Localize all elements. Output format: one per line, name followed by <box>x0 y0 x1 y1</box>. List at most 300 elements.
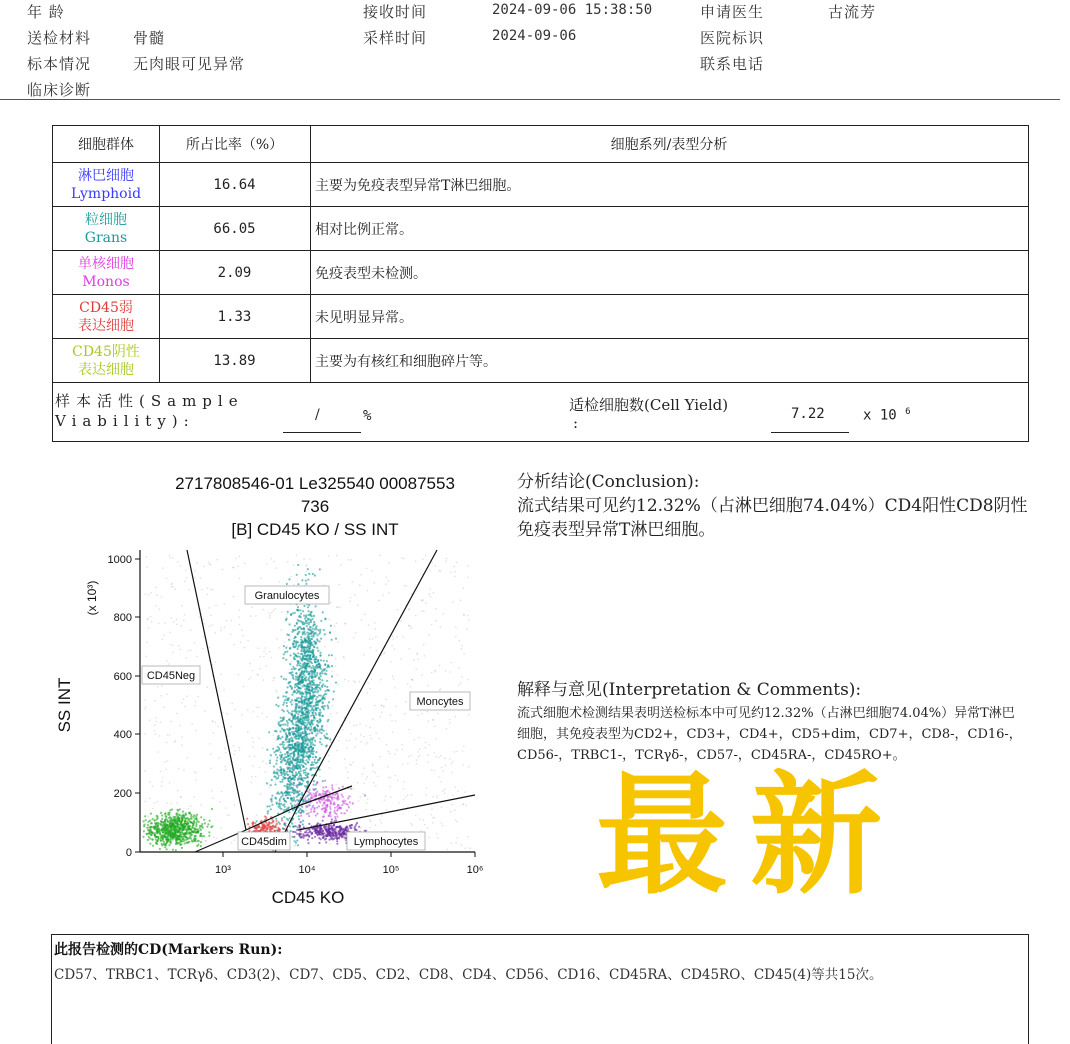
scatter-point <box>293 797 295 799</box>
scatter-point <box>249 756 251 758</box>
scatter-point <box>360 574 362 576</box>
scatter-point <box>331 818 333 820</box>
scatter-point <box>332 705 334 707</box>
scatter-point <box>322 808 324 810</box>
scatter-point <box>313 719 315 721</box>
scatter-point <box>311 797 313 799</box>
scatter-point <box>251 606 253 608</box>
scatter-point <box>308 643 310 645</box>
scatter-point <box>342 796 344 798</box>
scatter-point <box>316 791 318 793</box>
scatter-point <box>325 841 327 843</box>
scatter-point <box>336 806 338 808</box>
scatter-point <box>307 773 309 775</box>
scatter-point <box>168 814 170 816</box>
scatter-point <box>230 634 232 636</box>
scatter-point <box>373 782 375 784</box>
group-name-cn: CD45阴性 <box>72 343 140 360</box>
scatter-point <box>319 713 321 715</box>
scatter-point <box>201 823 203 825</box>
scatter-point <box>180 843 182 845</box>
scatter-point <box>321 743 323 745</box>
scatter-point <box>352 802 354 804</box>
analysis-text: 主要为有核红和细胞碎片等。 <box>315 353 497 370</box>
scatter-point <box>155 717 157 719</box>
scatter-point <box>161 781 163 783</box>
scatter-point <box>272 820 274 822</box>
scatter-point <box>291 694 293 696</box>
scatter-point <box>296 756 298 758</box>
scatter-point <box>375 785 377 787</box>
scatter-point <box>407 763 409 765</box>
scatter-point <box>316 703 318 705</box>
scatter-point <box>313 750 315 752</box>
scatter-point <box>385 809 387 811</box>
scatter-point <box>302 685 304 687</box>
scatter-point <box>301 723 303 725</box>
scatter-point <box>312 788 314 790</box>
scatter-point <box>465 848 467 850</box>
scatter-point <box>309 729 311 731</box>
scatter-point <box>292 774 294 776</box>
scatter-point <box>166 742 168 744</box>
scatter-point <box>299 656 301 658</box>
scatter-point <box>213 836 215 838</box>
scatter-point <box>240 642 242 644</box>
scatter-point <box>328 555 330 557</box>
scatter-point <box>310 621 312 623</box>
scatter-point <box>179 836 181 838</box>
scatter-point <box>417 653 419 655</box>
scatter-point <box>342 832 344 834</box>
scatter-point <box>436 797 438 799</box>
scatter-point <box>300 636 302 638</box>
scatter-point <box>442 825 444 827</box>
scatter-point <box>149 843 151 845</box>
scatter-point <box>354 681 356 683</box>
scatter-point <box>296 840 298 842</box>
y-tick-label: 200 <box>113 788 132 800</box>
scatter-point <box>322 820 324 822</box>
scatter-point <box>266 665 268 667</box>
scatter-point <box>302 745 304 747</box>
scatter-point <box>349 722 351 724</box>
scatter-point <box>291 699 293 701</box>
y-multiplier: (x 10³) <box>85 580 99 616</box>
scatter-point <box>163 827 165 829</box>
scatter-point <box>417 658 419 660</box>
scatter-point <box>302 736 304 738</box>
scatter-point <box>423 610 425 612</box>
scatter-point <box>186 657 188 659</box>
scatter-point <box>294 625 296 627</box>
scatter-point <box>281 611 283 613</box>
scatter-point <box>155 838 157 840</box>
scatter-point <box>173 836 175 838</box>
scatter-point <box>449 719 451 721</box>
scatter-point <box>149 781 151 783</box>
scatter-point <box>395 754 397 756</box>
scatter-point <box>285 791 287 793</box>
scatter-point <box>161 814 163 816</box>
scatter-point <box>347 797 349 799</box>
scatter-point <box>148 594 150 596</box>
scatter-point <box>331 665 333 667</box>
scatter-point <box>282 724 284 726</box>
scatter-point <box>220 630 222 632</box>
scatter-point <box>435 738 437 740</box>
scatter-point <box>302 681 304 683</box>
scatter-point <box>312 681 314 683</box>
scatter-point <box>216 559 218 561</box>
scatter-point <box>297 772 299 774</box>
scatter-point <box>330 741 332 743</box>
scatter-point <box>175 835 177 837</box>
scatter-point <box>215 661 217 663</box>
scatter-point <box>280 791 282 793</box>
scatter-point <box>305 655 307 657</box>
scatter-point <box>295 842 297 844</box>
scatter-point <box>296 735 298 737</box>
scatter-point <box>292 676 294 678</box>
scatter-point <box>289 648 291 650</box>
scatter-point <box>272 748 274 750</box>
scatter-point <box>418 756 420 758</box>
scatter-point <box>334 831 336 833</box>
scatter-point <box>405 796 407 798</box>
scatter-point <box>242 635 244 637</box>
scatter-point <box>285 742 287 744</box>
scatter-point <box>181 823 183 825</box>
scatter-point <box>289 623 291 625</box>
scatter-point <box>367 742 369 744</box>
scatter-point <box>295 678 297 680</box>
scatter-point <box>408 729 410 731</box>
scatter-point <box>165 836 167 838</box>
scatter-point <box>296 743 298 745</box>
scatter-point <box>314 642 316 644</box>
scatter-point <box>333 824 335 826</box>
doctor-value: 古流芳 <box>828 3 877 21</box>
scatter-point <box>334 835 336 837</box>
scatter-point <box>359 796 361 798</box>
scatter-point <box>345 767 347 769</box>
scatter-point <box>434 565 436 567</box>
scatter-point <box>305 772 307 774</box>
scatter-point <box>316 761 318 763</box>
scatter-point <box>149 837 151 839</box>
scatter-point <box>182 811 184 813</box>
scatter-point <box>276 638 278 640</box>
scatter-point <box>276 691 278 693</box>
analysis-text: 未见明显异常。 <box>315 309 413 326</box>
scatter-point <box>403 558 405 560</box>
scatter-point <box>372 638 374 640</box>
scatter-point <box>275 704 277 706</box>
scatter-point <box>252 821 254 823</box>
scatter-point <box>291 668 293 670</box>
scatter-point <box>164 622 166 624</box>
scatter-point <box>313 811 315 813</box>
scatter-point <box>191 723 193 725</box>
scatter-point <box>306 813 308 815</box>
scatter-point <box>302 716 304 718</box>
scatter-point <box>319 731 321 733</box>
scatter-point <box>177 561 179 563</box>
scatter-point <box>296 664 298 666</box>
scatter-point <box>291 768 293 770</box>
scatter-point <box>284 806 286 808</box>
scatter-point <box>298 631 300 633</box>
scatter-point <box>294 800 296 802</box>
scatter-point <box>302 738 304 740</box>
scatter-point <box>202 827 204 829</box>
scatter-point <box>150 592 152 594</box>
scatter-point <box>327 707 329 709</box>
scatter-point <box>315 656 317 658</box>
scatter-point <box>308 688 310 690</box>
scatter-point <box>413 659 415 661</box>
scatter-point <box>318 694 320 696</box>
scatter-point <box>267 810 269 812</box>
scatter-point <box>336 623 338 625</box>
scatter-point <box>304 646 306 648</box>
scatter-point <box>307 842 309 844</box>
scatter-point <box>355 632 357 634</box>
scatter-point <box>220 827 222 829</box>
scatter-point <box>454 576 456 578</box>
scatter-point <box>324 780 326 782</box>
scatter-point <box>283 803 285 805</box>
scatter-point <box>169 809 171 811</box>
scatter-point <box>284 699 286 701</box>
scatter-point <box>312 712 314 714</box>
scatter-point <box>146 642 148 644</box>
scatter-point <box>145 819 147 821</box>
scatter-point <box>189 828 191 830</box>
scatter-point <box>166 848 168 850</box>
scatter-point <box>269 787 271 789</box>
scatter-point <box>300 764 302 766</box>
markers-text: CD57、TRBC1、TCRγδ、CD3(2)、CD7、CD5、CD2、CD8、CD4、CD56、CD16、CD45RA、CD45RO、CD45(4)等共15次。 <box>54 967 883 983</box>
scatter-point <box>277 830 279 832</box>
scatter-point <box>178 768 180 770</box>
scatter-point <box>203 636 205 638</box>
scatter-point <box>396 636 398 638</box>
scatter-point <box>311 674 313 676</box>
scatter-point <box>169 812 171 814</box>
scatter-point <box>440 755 442 757</box>
scatter-point <box>272 680 274 682</box>
scatter-point <box>284 785 286 787</box>
scatter-point <box>294 831 296 833</box>
scatter-point <box>464 791 466 793</box>
scatter-point <box>297 564 299 566</box>
scatter-point <box>323 629 325 631</box>
scatter-point <box>335 638 337 640</box>
scatter-point <box>271 800 273 802</box>
scatter-point <box>301 658 303 660</box>
scatter-point <box>281 743 283 745</box>
scatter-point <box>144 815 146 817</box>
scatter-point <box>294 629 296 631</box>
scatter-point <box>397 780 399 782</box>
scatter-point <box>309 626 311 628</box>
scatter-point <box>193 821 195 823</box>
scatter-point <box>310 638 312 640</box>
scatter-point <box>415 560 417 562</box>
scatter-point <box>220 627 222 629</box>
scatter-point <box>302 810 304 812</box>
scatter-point <box>404 713 406 715</box>
scatter-point <box>208 831 210 833</box>
scatter-point <box>336 840 338 842</box>
scatter-point <box>169 555 171 557</box>
scatter-point <box>239 609 241 611</box>
scatter-point <box>290 802 292 804</box>
scatter-point <box>312 767 314 769</box>
scatter-point <box>324 618 326 620</box>
scatter-point <box>146 827 148 829</box>
scatter-point <box>397 609 399 611</box>
scatter-point <box>168 663 170 665</box>
scatter-point <box>295 748 297 750</box>
scatter-point <box>161 596 163 598</box>
scatter-point <box>442 770 444 772</box>
scatter-point <box>456 751 458 753</box>
scatter-point <box>203 619 205 621</box>
scatter-point <box>303 670 305 672</box>
scatter-point <box>260 668 262 670</box>
scatter-point <box>195 570 197 572</box>
scatter-point <box>431 769 433 771</box>
scatter-point <box>433 752 435 754</box>
scatter-point <box>349 827 351 829</box>
scatter-point <box>259 767 261 769</box>
scatter-point <box>180 649 182 651</box>
scatter-point <box>331 787 333 789</box>
scatter-point <box>440 626 442 628</box>
scatter-point <box>158 623 160 625</box>
group-name-en: 表达细胞 <box>78 317 134 334</box>
scatter-point <box>315 828 317 830</box>
scatter-point <box>297 606 299 608</box>
scatter-point <box>296 829 298 831</box>
scatter-point <box>298 748 300 750</box>
scatter-point <box>428 744 430 746</box>
scatter-point <box>375 824 377 826</box>
scatter-point <box>308 657 310 659</box>
scatter-point <box>366 568 368 570</box>
scatter-point <box>337 684 339 686</box>
scatter-point <box>170 644 172 646</box>
scatter-point <box>302 666 304 668</box>
scatter-point <box>343 798 345 800</box>
scatter-point <box>326 730 328 732</box>
scatter-point <box>347 777 349 779</box>
scatter-point <box>336 843 338 845</box>
scatter-point <box>167 734 169 736</box>
scatter-point <box>338 740 340 742</box>
scatter-point <box>271 798 273 800</box>
scatter-point <box>282 719 284 721</box>
scatter-point <box>329 767 331 769</box>
scatter-point <box>161 818 163 820</box>
scatter-point <box>298 719 300 721</box>
scatter-point <box>171 617 173 619</box>
scatter-point <box>316 802 318 804</box>
scatter-point <box>211 808 213 810</box>
scatter-point <box>355 738 357 740</box>
scatter-point <box>309 629 311 631</box>
scatter-point <box>306 667 308 669</box>
scatter-point <box>334 625 336 627</box>
scatter-point <box>305 759 307 761</box>
scatter-point <box>368 624 370 626</box>
scatter-point <box>309 789 311 791</box>
scatter-point <box>360 734 362 736</box>
scatter-point <box>388 777 390 779</box>
conclusion-text: 流式结果可见约12.32%（占淋巴细胞74.04%）CD4阳性CD8阴性免疫表型异常T淋巴细胞。 <box>517 496 1028 540</box>
scatter-point <box>188 589 190 591</box>
scatter-point <box>190 806 192 808</box>
scatter-point <box>312 756 314 758</box>
collect-time-value: 2024-09-06 <box>492 28 577 44</box>
scatter-point <box>296 672 298 674</box>
scatter-point <box>333 690 335 692</box>
scatter-point <box>347 771 349 773</box>
scatter-point <box>288 806 290 808</box>
scatter-point <box>301 644 303 646</box>
scatter-point <box>239 749 241 751</box>
scatter-point <box>261 578 263 580</box>
scatter-point <box>305 711 307 713</box>
scatter-point <box>289 764 291 766</box>
scatter-point <box>252 765 254 767</box>
scatter-point <box>285 691 287 693</box>
scatter-point <box>304 810 306 812</box>
scatter-point <box>306 692 308 694</box>
scatter-point <box>185 570 187 572</box>
y-ticks <box>108 554 140 859</box>
scatter-point <box>302 702 304 704</box>
scatter-point <box>298 682 300 684</box>
scatter-point <box>283 702 285 704</box>
scatter-point <box>187 757 189 759</box>
scatter-point <box>304 740 306 742</box>
scatter-point <box>306 829 308 831</box>
group-name-cn: CD45弱 <box>79 299 133 316</box>
scatter-point <box>294 686 296 688</box>
scatter-point <box>292 759 294 761</box>
scatter-point <box>438 757 440 759</box>
group-name-cn: 淋巴细胞 <box>78 167 134 184</box>
sample-status-label: 标本情况 <box>27 55 92 73</box>
scatter-point <box>176 825 178 827</box>
scatter-point <box>151 834 153 836</box>
scatter-point <box>311 832 313 834</box>
scatter-point <box>319 738 321 740</box>
scatter-point <box>444 789 446 791</box>
scatter-point <box>184 833 186 835</box>
scatter-point <box>200 841 202 843</box>
scatter-point <box>384 799 386 801</box>
ratio-value: 66.05 <box>213 220 256 237</box>
scatter-point <box>286 705 288 707</box>
scatter-point <box>301 783 303 785</box>
scatter-point <box>241 629 243 631</box>
scatter-point <box>300 775 302 777</box>
